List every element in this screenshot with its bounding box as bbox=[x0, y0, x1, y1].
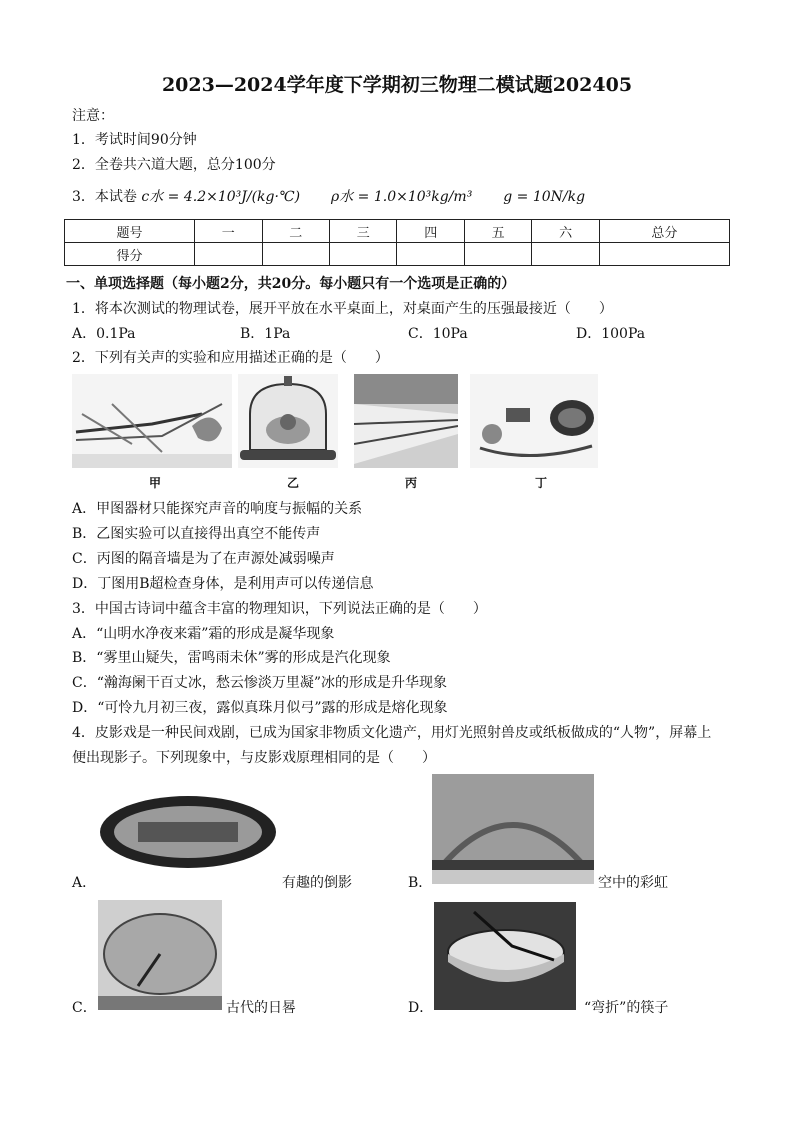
q4-option-c-letter: C． bbox=[72, 1000, 97, 1016]
score-cell: 五 bbox=[464, 220, 531, 243]
q4-option-d-letter: D． bbox=[408, 1000, 434, 1016]
notice-item-3 bbox=[72, 187, 585, 207]
score-cell: 得分 bbox=[65, 243, 195, 266]
q2-figure-jia bbox=[72, 374, 232, 468]
score-cell: 六 bbox=[532, 220, 599, 243]
q2-option-d: D．丁图用B超检查身体，是利用声可以传递信息 bbox=[72, 576, 374, 592]
q3-option-a: A．“山明水净夜来霜”霜的形成是凝华现象 bbox=[72, 626, 335, 642]
q4-option-b-letter: B． bbox=[408, 875, 433, 891]
score-table-header-row bbox=[65, 220, 730, 243]
q2-caption-jia: 甲 bbox=[148, 476, 161, 490]
q1-option-b: B．1Pa bbox=[240, 326, 291, 342]
specific-heat-constant: c水 = 4.2×10³J/(kg·℃) bbox=[141, 189, 301, 205]
q1-option-a: A．0.1Pa bbox=[72, 326, 136, 342]
q3-option-b: B．“雾里山疑失，雷鸣雨未休”雾的形成是汽化现象 bbox=[72, 650, 391, 666]
score-input-cell bbox=[195, 243, 262, 266]
q3-option-c: C．“瀚海阑干百丈冰，愁云惨淡万里凝”冰的形成是升华现象 bbox=[72, 675, 448, 691]
score-cell: 一 bbox=[195, 220, 262, 243]
score-input-cell bbox=[397, 243, 464, 266]
q2-figure-ding bbox=[470, 374, 598, 468]
density-constant: ρ水 = 1.0×10³kg/m³ bbox=[330, 189, 473, 205]
q4-stem-line-1: 4．皮影戏是一种民间戏剧，已成为国家非物质文化遗产，用灯光照射兽皮或纸板做成的“人物”，屏幕上 bbox=[72, 725, 712, 741]
q1-option-c: C．10Pa bbox=[408, 326, 468, 342]
q3-option-d: D．“可怜九月初三夜，露似真珠月似弓”露的形成是熔化现象 bbox=[72, 700, 448, 716]
score-input-cell bbox=[330, 243, 397, 266]
score-table-score-row bbox=[65, 243, 730, 266]
q4-option-a-letter: A． bbox=[72, 875, 97, 891]
q2-option-c: C．丙图的隔音墙是为了在声源处减弱噪声 bbox=[72, 551, 335, 567]
score-cell: 三 bbox=[330, 220, 397, 243]
q4-caption-a: 有趣的倒影 bbox=[282, 875, 352, 891]
q4-figure-sundial bbox=[98, 900, 222, 1010]
notice-heading: 注意： bbox=[72, 108, 114, 124]
score-cell: 题号 bbox=[65, 220, 195, 243]
score-cell: 总分 bbox=[599, 220, 729, 243]
score-input-cell bbox=[599, 243, 729, 266]
score-input-cell bbox=[464, 243, 531, 266]
q1-stem: 1．将本次测试的物理试卷，展开平放在水平桌面上，对桌面产生的压强最接近（ ） bbox=[72, 301, 613, 317]
q2-caption-ding: 丁 bbox=[534, 476, 547, 490]
q4-stem-line-2: 便出现影子。下列现象中，与皮影戏原理相同的是（ ） bbox=[72, 750, 436, 766]
q4-figure-rainbow bbox=[432, 774, 594, 884]
score-input-cell bbox=[262, 243, 329, 266]
q1-option-d: D．100Pa bbox=[576, 326, 646, 342]
notice-item-3-label: 3．本试卷 bbox=[72, 189, 137, 205]
q2-option-a: A．甲图器材只能探究声音的响度与振幅的关系 bbox=[72, 501, 363, 517]
q4-figure-chopsticks bbox=[434, 902, 576, 1010]
notice-item-1: 1．考试时间90分钟 bbox=[72, 132, 197, 148]
q2-stem: 2．下列有关声的实验和应用描述正确的是（ ） bbox=[72, 350, 389, 366]
q2-caption-yi: 乙 bbox=[286, 476, 299, 490]
notice-item-2: 2．全卷共六道大题，总分100分 bbox=[72, 157, 276, 173]
q4-figure-reflection bbox=[98, 790, 280, 884]
page-title: 2023—2024学年度下学期初三物理二模试题202405 bbox=[161, 74, 633, 96]
score-cell: 二 bbox=[262, 220, 329, 243]
q2-figure-bing bbox=[354, 374, 458, 468]
q2-option-b: B．乙图实验可以直接得出真空不能传声 bbox=[72, 526, 321, 542]
score-table bbox=[64, 219, 730, 266]
q4-caption-c: 古代的日晷 bbox=[226, 1000, 296, 1016]
score-input-cell bbox=[532, 243, 599, 266]
q2-figure-yi bbox=[238, 374, 338, 468]
q3-stem: 3．中国古诗词中蕴含丰富的物理知识，下列说法正确的是（ ） bbox=[72, 601, 487, 617]
q2-caption-bing: 丙 bbox=[404, 476, 417, 490]
q4-caption-d: “弯折”的筷子 bbox=[584, 1000, 669, 1016]
q4-caption-b: 空中的彩虹 bbox=[598, 875, 668, 891]
score-cell: 四 bbox=[397, 220, 464, 243]
gravity-constant: g = 10N/kg bbox=[503, 189, 586, 205]
section-1-heading: 一、单项选择题（每小题2分，共20分。每小题只有一个选项是正确的） bbox=[66, 276, 516, 292]
